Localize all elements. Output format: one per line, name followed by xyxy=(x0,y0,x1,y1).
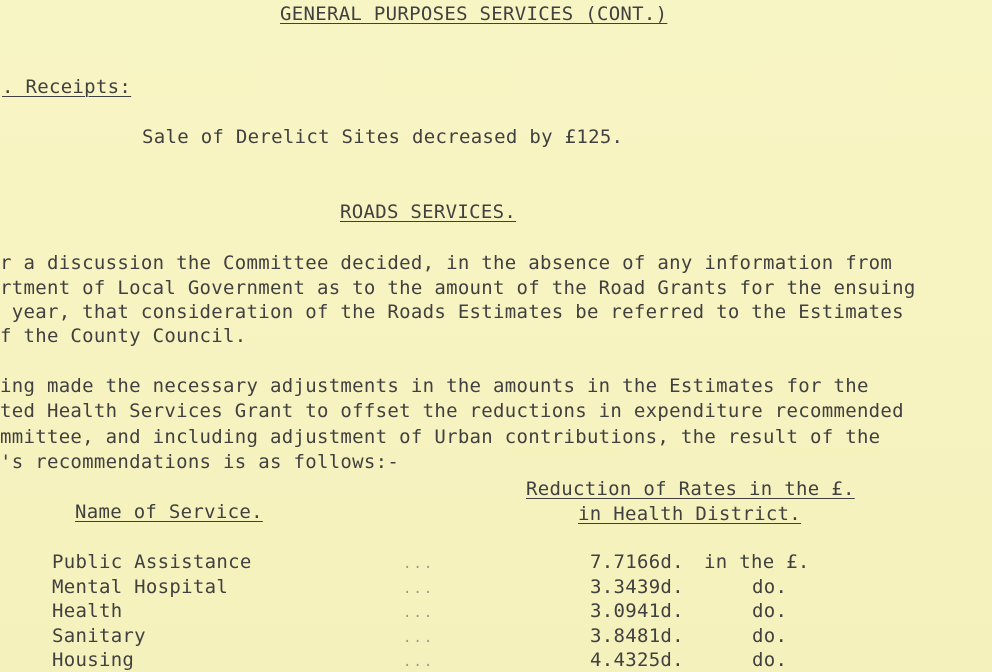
para1-line-2: rtment of Local Government as to the amount of the Road Grants for the ensuing xyxy=(0,277,916,299)
leader-dots: ... xyxy=(403,581,435,597)
receipts-label: . Receipts: xyxy=(2,76,132,98)
rate-amount: 3.3439d. xyxy=(590,576,684,598)
rate-unit: in the £. xyxy=(704,551,810,573)
roads-services-heading: ROADS SERVICES. xyxy=(340,201,517,223)
leader-dots: ... xyxy=(403,605,435,621)
rate-amount: 4.4325d. xyxy=(590,649,684,671)
service-name: Health xyxy=(52,600,123,622)
col1-header: Name of Service. xyxy=(75,501,263,523)
derelict-sites-line: Sale of Derelict Sites decreased by £125. xyxy=(142,126,624,148)
col2-header-line2: in Health District. xyxy=(578,503,802,525)
para1-line-4: f the County Council. xyxy=(0,325,247,347)
rate-unit: do. xyxy=(752,600,788,622)
para2-line-2: ted Health Services Grant to offset the reductions in expenditure recommended xyxy=(0,400,904,422)
service-name: Sanitary xyxy=(52,625,146,647)
leader-dots: ... xyxy=(403,630,435,646)
leader-dots: ... xyxy=(403,556,435,572)
col2-header-line1: Reduction of Rates in the £. xyxy=(526,478,855,500)
service-name: Public Assistance xyxy=(52,551,252,573)
rate-unit: do. xyxy=(752,649,788,671)
page-heading: GENERAL PURPOSES SERVICES (CONT.) xyxy=(280,3,668,25)
rate-amount: 3.0941d. xyxy=(590,600,684,622)
rate-unit: do. xyxy=(752,576,788,598)
para1-line-3: year, that consideration of the Roads Estimates be referred to the Estimates xyxy=(0,301,904,323)
leader-dots: ... xyxy=(403,654,435,670)
service-name: Housing xyxy=(52,649,135,671)
service-name: Mental Hospital xyxy=(52,576,229,598)
para2-line-3: mmittee, and including adjustment of Urban contributions, the result of the xyxy=(0,426,881,448)
para2-line-1: ing made the necessary adjustments in the amounts in the Estimates for the xyxy=(0,375,869,397)
rate-unit: do. xyxy=(752,625,788,647)
rate-amount: 3.8481d. xyxy=(590,625,684,647)
para2-line-4: 's recommendations is as follows:- xyxy=(0,451,400,473)
rate-amount: 7.7166d. xyxy=(590,551,684,573)
para1-line-1: r a discussion the Committee decided, in the absence of any information from xyxy=(0,252,893,274)
